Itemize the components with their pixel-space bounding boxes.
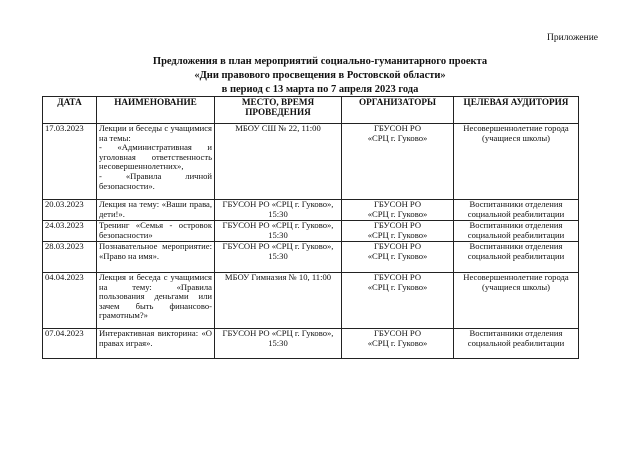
table-header-row bbox=[43, 97, 579, 124]
cell-date: 24.03.2023 bbox=[43, 221, 97, 242]
place-line: ГБУСОН РО «СРЦ г. Гуково», bbox=[222, 199, 334, 209]
cell-audience bbox=[454, 329, 579, 359]
table-row bbox=[43, 273, 579, 329]
place-line: ГБУСОН РО «СРЦ г. Гуково», bbox=[222, 220, 334, 230]
cell-date: 04.04.2023 bbox=[43, 273, 97, 329]
cell-place bbox=[215, 200, 342, 221]
org-line: «СРЦ г. Гуково» bbox=[367, 250, 428, 261]
org-line: ГБУСОН РО bbox=[373, 241, 422, 251]
aud-line: (учащиеся школы) bbox=[482, 132, 550, 143]
header-date: ДАТА bbox=[43, 97, 97, 124]
cell-organizers bbox=[342, 221, 454, 242]
cell-name bbox=[97, 200, 215, 221]
aud-line: Воспитанники отделения bbox=[469, 199, 563, 209]
events-table bbox=[42, 96, 579, 359]
place-line: МБОУ СШ № 22, 11:00 bbox=[235, 123, 321, 133]
aud-line: Несовершеннолетние города bbox=[463, 272, 569, 282]
org-line: «СРЦ г. Гуково» bbox=[367, 132, 428, 143]
name-line: Интерактивная викторина: «О правах играя». bbox=[99, 328, 212, 348]
cell-organizers bbox=[342, 329, 454, 359]
aud-line: Воспитанники отделения bbox=[469, 328, 563, 338]
org-line: «СРЦ г. Гуково» bbox=[367, 281, 428, 292]
cell-place bbox=[215, 273, 342, 329]
cell-name bbox=[97, 273, 215, 329]
cell-date: 28.03.2023 bbox=[43, 242, 97, 273]
cell-place bbox=[215, 124, 342, 200]
org-line: ГБУСОН РО bbox=[373, 272, 422, 282]
place-line: 15:30 bbox=[268, 208, 288, 219]
header-audience: ЦЕЛЕВАЯ АУДИТОРИЯ bbox=[454, 97, 579, 124]
cell-organizers bbox=[342, 124, 454, 200]
title-line-1: Предложения в план мероприятий социально-гуманитарного проекта bbox=[152, 56, 488, 67]
org-line: ГБУСОН РО bbox=[373, 328, 422, 338]
aud-line: социальной реабилитации bbox=[467, 208, 565, 219]
aud-line: Воспитанники отделения bbox=[469, 220, 563, 230]
table-row bbox=[43, 221, 579, 242]
aud-line: Воспитанники отделения bbox=[469, 241, 563, 251]
cell-date: 20.03.2023 bbox=[43, 200, 97, 221]
aud-line: социальной реабилитации bbox=[467, 229, 565, 240]
header-place bbox=[215, 97, 342, 124]
name-line: Лекция на тему: «Ваши права, дети!». bbox=[99, 199, 212, 219]
name-line: Тренинг «Семья - островок безопасности» bbox=[99, 220, 212, 240]
place-line: 15:30 bbox=[268, 250, 288, 261]
place-line: ГБУСОН РО «СРЦ г. Гуково», bbox=[222, 241, 334, 251]
cell-place bbox=[215, 329, 342, 359]
header-place-line-2: ПРОВЕДЕНИЯ bbox=[245, 107, 311, 117]
cell-organizers bbox=[342, 273, 454, 329]
table-row bbox=[43, 124, 579, 200]
org-line: ГБУСОН РО bbox=[373, 220, 422, 230]
org-line: ГБУСОН РО bbox=[373, 199, 422, 209]
header-name: НАИМЕНОВАНИЕ bbox=[97, 97, 215, 124]
name-line: - «Административная и уголовная ответственность несовершеннолетних», bbox=[99, 142, 212, 172]
cell-audience bbox=[454, 221, 579, 242]
cell-name bbox=[97, 329, 215, 359]
table-row bbox=[43, 200, 579, 221]
cell-date: 17.03.2023 bbox=[43, 124, 97, 200]
name-line: - «Правила личной безопасности». bbox=[99, 170, 212, 191]
annex-label: Приложение bbox=[547, 33, 598, 43]
cell-organizers bbox=[342, 200, 454, 221]
org-line: «СРЦ г. Гуково» bbox=[367, 229, 428, 240]
table-row bbox=[43, 329, 579, 359]
cell-organizers bbox=[342, 242, 454, 273]
title-line-2: «Дни правового просвещения в Ростовской области» bbox=[194, 70, 446, 81]
name-line: Лекции и беседы с учащимися на темы: bbox=[99, 123, 212, 143]
org-line: «СРЦ г. Гуково» bbox=[367, 337, 428, 348]
cell-name bbox=[97, 124, 215, 200]
place-line: 15:30 bbox=[268, 337, 288, 348]
place-line: МБОУ Гимназия № 10, 11:00 bbox=[224, 272, 332, 282]
cell-name bbox=[97, 221, 215, 242]
name-line: Познавательное мероприятие: «Право на имя». bbox=[99, 241, 212, 261]
cell-date: 07.04.2023 bbox=[43, 329, 97, 359]
place-line: ГБУСОН РО «СРЦ г. Гуково», bbox=[222, 328, 334, 338]
aud-line: социальной реабилитации bbox=[467, 250, 565, 261]
cell-place bbox=[215, 221, 342, 242]
cell-audience bbox=[454, 273, 579, 329]
cell-place bbox=[215, 242, 342, 273]
cell-audience bbox=[454, 124, 579, 200]
header-organizers: ОРГАНИЗАТОРЫ bbox=[342, 97, 454, 124]
table-row bbox=[43, 242, 579, 273]
cell-name bbox=[97, 242, 215, 273]
title-line-3: в период с 13 марта по 7 апреля 2023 года bbox=[221, 84, 419, 95]
aud-line: (учащиеся школы) bbox=[482, 281, 550, 292]
header-place-line-1: МЕСТО, ВРЕМЯ bbox=[241, 97, 315, 107]
name-line: Лекция и беседа с учащимися на тему: «Правила пользования деньгами или зачем быть финансово-грамотным?» bbox=[99, 272, 212, 321]
aud-line: Несовершеннолетние города bbox=[463, 123, 569, 133]
aud-line: социальной реабилитации bbox=[467, 337, 565, 348]
place-line: 15:30 bbox=[268, 229, 288, 240]
cell-audience bbox=[454, 242, 579, 273]
org-line: «СРЦ г. Гуково» bbox=[367, 208, 428, 219]
cell-audience bbox=[454, 200, 579, 221]
document-title bbox=[0, 55, 640, 97]
org-line: ГБУСОН РО bbox=[373, 123, 422, 133]
